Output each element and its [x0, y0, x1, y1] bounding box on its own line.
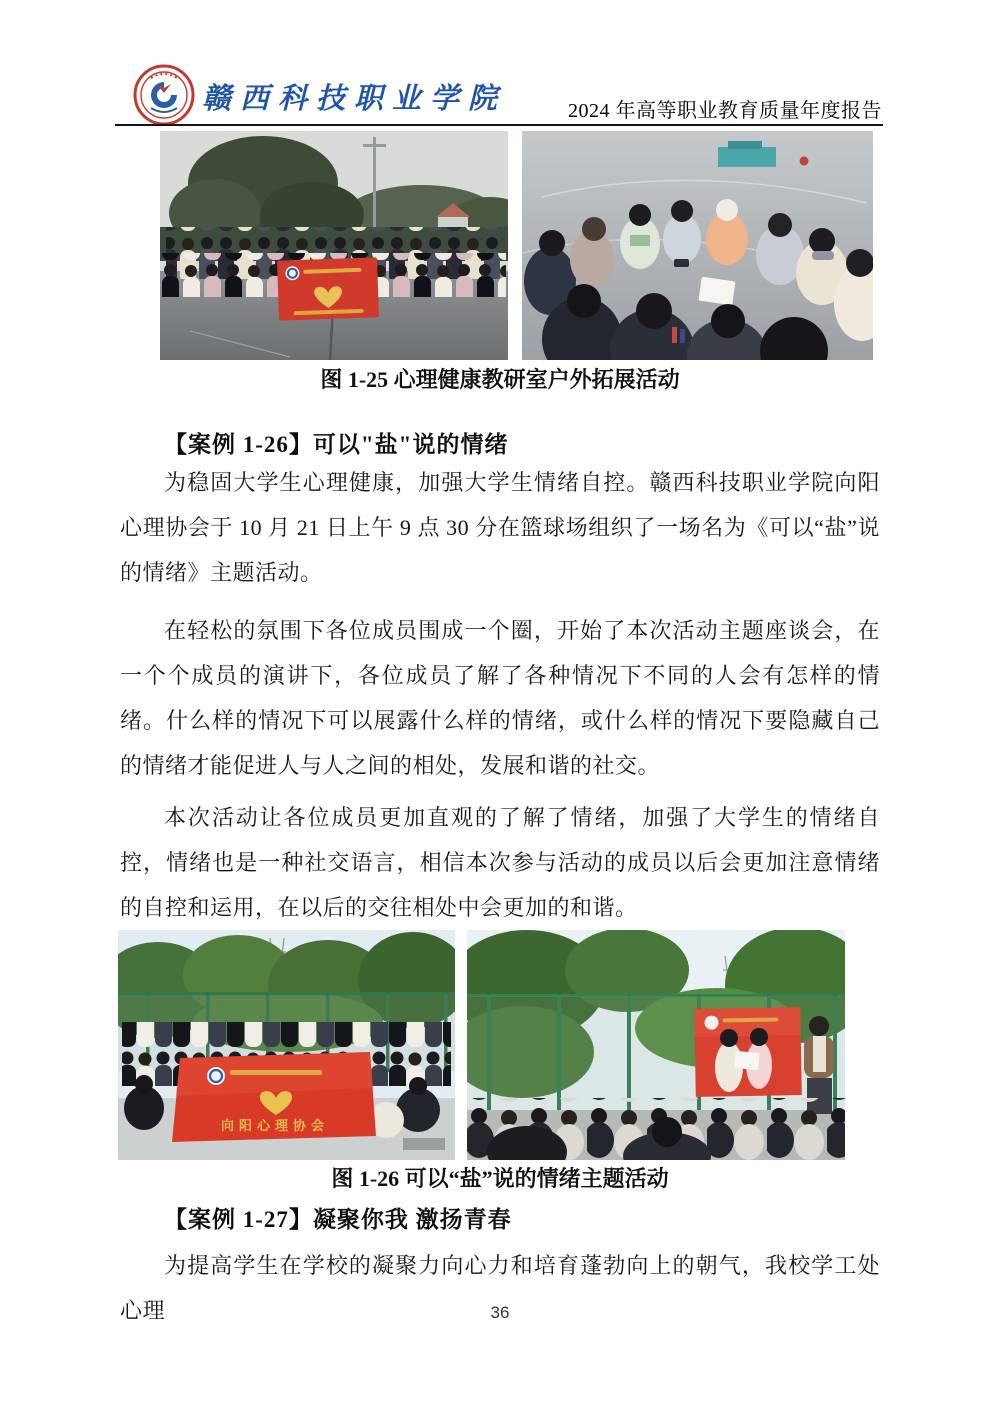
figure-1-26-caption: 图 1-26 可以“盐”说的情绪主题活动	[331, 1166, 669, 1191]
school-logo-icon	[133, 64, 195, 126]
header-rule	[115, 124, 883, 126]
report-title: 2024 年高等职业教育质量年度报告	[568, 100, 882, 122]
case-1-26-paragraph-1: 为稳固大学生心理健康，加强大学生情绪自控。赣西科技职业学院向阳心理协会于 10 月 21 日上午 9 点 30 分在篮球场组织了一场名为《可以“盐”说的情绪》主题活动。	[120, 470, 880, 585]
case-1-26-heading: 【案例 1-26】可以"盐"说的情绪	[164, 432, 509, 457]
photo-outdoor-group-banner	[160, 131, 508, 360]
figure-1-25-caption: 图 1-25 心理健康教研室户外拓展活动	[320, 367, 680, 392]
case-1-26-paragraph-2: 在轻松的氛围下各位成员围成一个圈，开始了本次活动主题座谈会，在一个个成员的演讲下，各位成员了解了各种情况下不同的人会有怎样的情绪。什么样的情况下可以展露什么样的情绪，或什么样的情况下要隐藏自己的情绪才能促进人与人之间的相处，发展和谐的社交。	[120, 618, 880, 778]
red-banner-club-graphic	[172, 1052, 376, 1142]
photo-presentation-red-backdrop	[467, 930, 845, 1160]
page-number: 36	[490, 1303, 510, 1322]
photo-group-red-banner-court	[118, 930, 455, 1160]
school-name: 赣西科技职业学院	[202, 83, 507, 115]
case-1-27-heading: 【案例 1-27】凝聚你我 激扬青春	[164, 1207, 512, 1232]
case-1-26-paragraph-3: 本次活动让各位成员更加直观的了解了情绪，加强了大学生的情绪自控，情绪也是一种社交语言，相信本次参与活动的成员以后会更加注意情绪的自控和运用，在以后的交往相处中会更加的和谐。	[120, 805, 880, 920]
red-banner-graphic	[277, 257, 379, 320]
banner-club-name: 向阳心理协会	[220, 1118, 330, 1133]
photo-students-circle-pavement	[522, 131, 873, 360]
case-1-27-paragraph-1: 为提高学生在学校的凝聚力向心力和培育蓬勃向上的朝气，我校学工处心理	[120, 1253, 880, 1323]
red-backdrop-graphic	[694, 1007, 802, 1097]
